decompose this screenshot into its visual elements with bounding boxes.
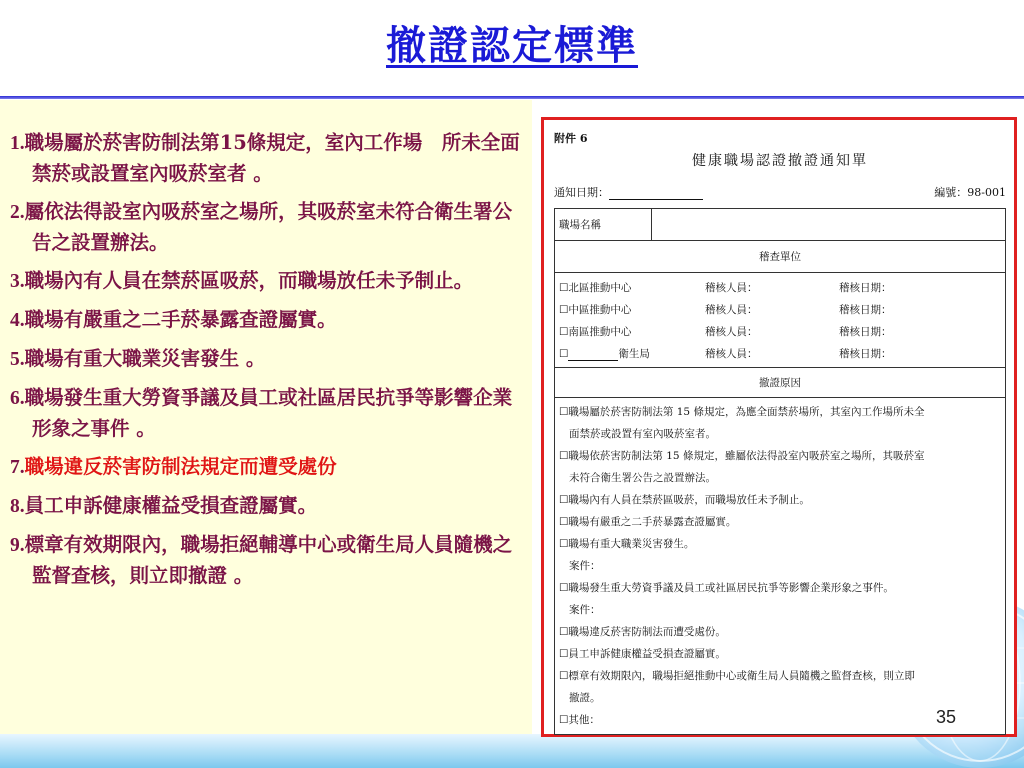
reason-line: ☐其他： [559, 714, 600, 726]
criterion-number: 5. [10, 349, 25, 370]
criterion-item [10, 344, 522, 375]
workplace-value [652, 209, 1006, 241]
criterion-item [10, 530, 522, 591]
criterion-item-highlighted [10, 452, 522, 483]
notice-form [554, 130, 1006, 735]
unit-checkbox: ☐ [559, 347, 569, 360]
criterion-number: 1. [10, 133, 25, 154]
criterion-text: 屬依法得設室內吸菸室之場所，其吸菸室未符合衛生署公告之設置辦法。 [24, 200, 513, 254]
unit-auditor: 稽核人員： [705, 347, 758, 360]
criterion-text: 職場內有人員在禁菸區吸菸，而職場放任未予制止。 [24, 269, 474, 292]
criterion-text: 標章有效期限內，職場拒絕輔導中心或衛生局人員隨機之監督查核，則立即撤證 。 [24, 533, 513, 587]
criterion-number: 2. [10, 202, 25, 223]
unit-date: 稽核日期： [839, 347, 892, 360]
criterion-text: 職場有嚴重之二手菸暴露查證屬實。 [24, 308, 337, 331]
criterion-text: 職場屬於菸害防制法第15條規定，室內工作場 所未全面禁菸或設置室內吸菸室者 。 [24, 131, 520, 185]
reason-line: ☐職場有嚴重之二手菸暴露查證屬實。 [559, 516, 737, 528]
reason-line: ☐標章有效期限內，職場拒絕推動中心或衛生局人員隨機之監督查核，則立即 [559, 670, 915, 682]
audit-units [555, 273, 1006, 368]
unit-blank [568, 350, 618, 361]
unit-row [559, 320, 1001, 342]
unit-auditor: 稽核人員： [705, 281, 758, 294]
reason-line: 撤證。 [569, 692, 601, 704]
reason-line: ☐職場有重大職業災害發生。 [559, 538, 695, 550]
criterion-item [10, 266, 522, 297]
criterion-number: 6. [10, 388, 25, 409]
reason-header: 撤證原因 [555, 368, 1006, 398]
criterion-item [10, 383, 522, 444]
serial-number: 編號：98-001 [934, 186, 1006, 199]
criterion-item [10, 197, 522, 258]
criterion-text: 職場違反菸害防制法規定而遭受處份 [24, 455, 337, 478]
criterion-number: 4. [10, 310, 25, 331]
attachment-label: 附件 6 [554, 132, 588, 145]
criterion-text: 職場發生重大勞資爭議及員工或社區居民抗爭等影響企業形象之事件 。 [24, 386, 513, 440]
form-table [554, 208, 1006, 735]
reason-line: ☐員工申訴健康權益受損查證屬實。 [559, 648, 726, 660]
unit-name: ☐南區推動中心 [559, 325, 632, 338]
unit-name [559, 346, 705, 361]
unit-auditor: 稽核人員： [705, 303, 758, 316]
reason-list [555, 398, 1006, 735]
unit-date: 稽核日期： [839, 281, 892, 294]
notice-date-blank [609, 188, 703, 200]
slide-title [0, 14, 1024, 71]
criterion-number: 3. [10, 271, 25, 292]
reason-line: ☐職場依菸害防制法第 15 條規定，雖屬依法得設室內吸菸室之場所，其吸菸室 [559, 450, 925, 462]
reason-line: ☐職場內有人員在禁菸區吸菸，而職場放任未予制止。 [559, 494, 810, 506]
criterion-item [10, 128, 522, 189]
criteria-list [10, 128, 522, 599]
bottom-band [0, 734, 1024, 768]
criterion-number: 9. [10, 535, 25, 556]
reason-line: 未符合衛生署公告之設置辦法。 [569, 472, 716, 484]
reason-line: ☐職場違反菸害防制法而遭受處份。 [559, 626, 726, 638]
criterion-number: 7. [10, 457, 25, 478]
criterion-item [10, 491, 522, 522]
unit-date: 稽核日期： [839, 303, 892, 316]
criterion-text: 職場有重大職業災害發生 。 [24, 347, 266, 370]
unit-date: 稽核日期： [839, 325, 892, 338]
unit-row [559, 276, 1001, 298]
reason-line: 面禁菸或設置有室內吸菸室者。 [569, 428, 716, 440]
notice-date [554, 184, 703, 200]
unit-name: ☐北區推動中心 [559, 281, 632, 294]
reason-line: ☐職場發生重大勞資爭議及員工或社區居民抗爭等影響企業形象之事件。 [559, 582, 894, 594]
reason-line: 案件： [569, 560, 601, 572]
notice-date-label: 通知日期： [554, 186, 609, 199]
criterion-item [10, 305, 522, 336]
unit-row [559, 298, 1001, 320]
unit-auditor: 稽核人員： [705, 325, 758, 338]
notice-form-frame [541, 117, 1017, 737]
form-title: 健康職場認證撤證通知單 [692, 153, 868, 169]
reason-line: 案件： [569, 604, 601, 616]
title-divider [0, 96, 1024, 99]
criterion-number: 8. [10, 496, 25, 517]
workplace-label: 職場名稱 [555, 209, 652, 241]
criterion-text: 員工申訴健康權益受損查證屬實。 [24, 494, 318, 517]
reason-line: ☐職場屬於菸害防制法第 15 條規定，為應全面禁菸場所，其室內工作場所未全 [559, 406, 925, 418]
slide-title-text: 撤證認定標準 [386, 22, 638, 69]
audit-header: 稽查單位 [555, 241, 1006, 273]
notice-row [554, 184, 1006, 200]
unit-row [559, 342, 1001, 364]
unit-name: ☐中區推動中心 [559, 303, 632, 316]
page-number: 35 [936, 707, 957, 727]
unit-name-suffix: 衛生局 [618, 347, 650, 360]
